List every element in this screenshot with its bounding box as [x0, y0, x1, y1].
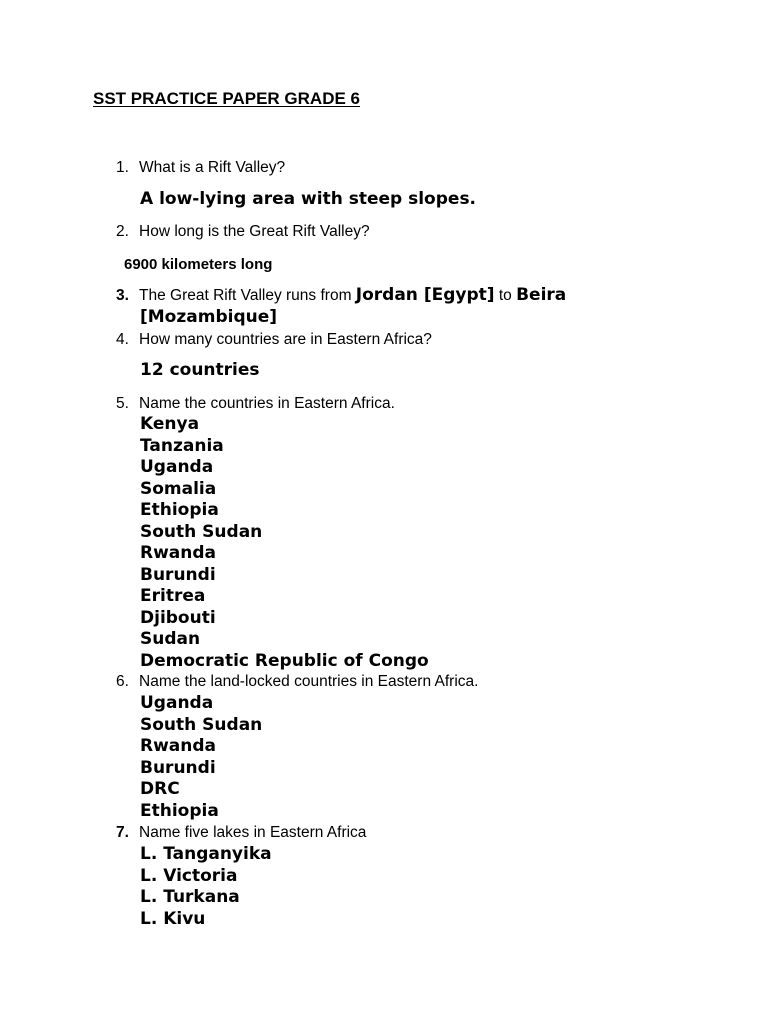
question-7: [116, 823, 366, 843]
answer-7-list: [140, 844, 272, 930]
answer-3-from: Jordan [Egypt]: [355, 285, 495, 305]
question-3: [116, 285, 566, 306]
answer-2: 6900 kilometers long: [124, 256, 273, 273]
question-text-mid: to: [494, 287, 517, 304]
question-5: [116, 394, 395, 414]
answer-3-to: Beira: [516, 285, 567, 305]
question-text-before: The Great Rift Valley runs from: [139, 287, 356, 304]
question-number: 3.: [116, 287, 129, 304]
question-text: Name five lakes in Eastern Africa: [139, 824, 367, 841]
question-text: How many countries are in Eastern Africa?: [139, 331, 432, 348]
list-item: L. Victoria: [140, 865, 238, 886]
question-1: [116, 158, 285, 178]
question-number: 5.: [116, 395, 129, 412]
list-item: Democratic Republic of Congo: [140, 650, 429, 671]
list-item: L. Kivu: [140, 908, 206, 929]
list-item: Kenya: [140, 414, 200, 434]
list-item: South Sudan: [140, 714, 263, 735]
list-item: Uganda: [140, 693, 214, 713]
question-2: [116, 222, 370, 242]
page-title: SST PRACTICE PAPER GRADE 6: [93, 89, 361, 108]
question-number: 7.: [116, 824, 129, 841]
answer-3-to-line2: [Mozambique]: [140, 307, 278, 327]
question-text: What is a Rift Valley?: [139, 159, 286, 176]
answer-6-list: [140, 693, 262, 822]
list-item: Ethiopia: [140, 500, 219, 520]
list-item: Rwanda: [140, 543, 217, 563]
answer-5-list: [140, 414, 429, 672]
list-item: Burundi: [140, 564, 216, 585]
list-item: Rwanda: [140, 736, 217, 756]
list-item: Eritrea: [140, 586, 206, 606]
question-number: 4.: [116, 331, 129, 348]
answer-4: 12 countries: [140, 360, 260, 380]
list-item: Uganda: [140, 457, 214, 477]
list-item: L. Tanganyika: [140, 844, 272, 864]
list-item: L. Turkana: [140, 887, 240, 907]
question-6: [116, 672, 478, 692]
list-item: Djibouti: [140, 607, 216, 628]
list-item: DRC: [140, 779, 180, 799]
question-4: [116, 330, 432, 350]
list-item: Somalia: [140, 478, 217, 499]
question-number: 1.: [116, 159, 129, 176]
list-item: South Sudan: [140, 521, 263, 542]
question-text: Name the land-locked countries in Eastern Africa.: [139, 673, 479, 690]
list-item: Sudan: [140, 629, 201, 649]
list-item: Ethiopia: [140, 800, 219, 821]
question-text: Name the countries in Eastern Africa.: [139, 395, 395, 412]
answer-1: A low-lying area with steep slopes.: [140, 189, 477, 209]
question-number: 6.: [116, 673, 129, 690]
question-text: How long is the Great Rift Valley?: [139, 223, 370, 240]
list-item: Tanzania: [140, 435, 224, 456]
list-item: Burundi: [140, 757, 216, 778]
question-number: 2.: [116, 223, 129, 240]
